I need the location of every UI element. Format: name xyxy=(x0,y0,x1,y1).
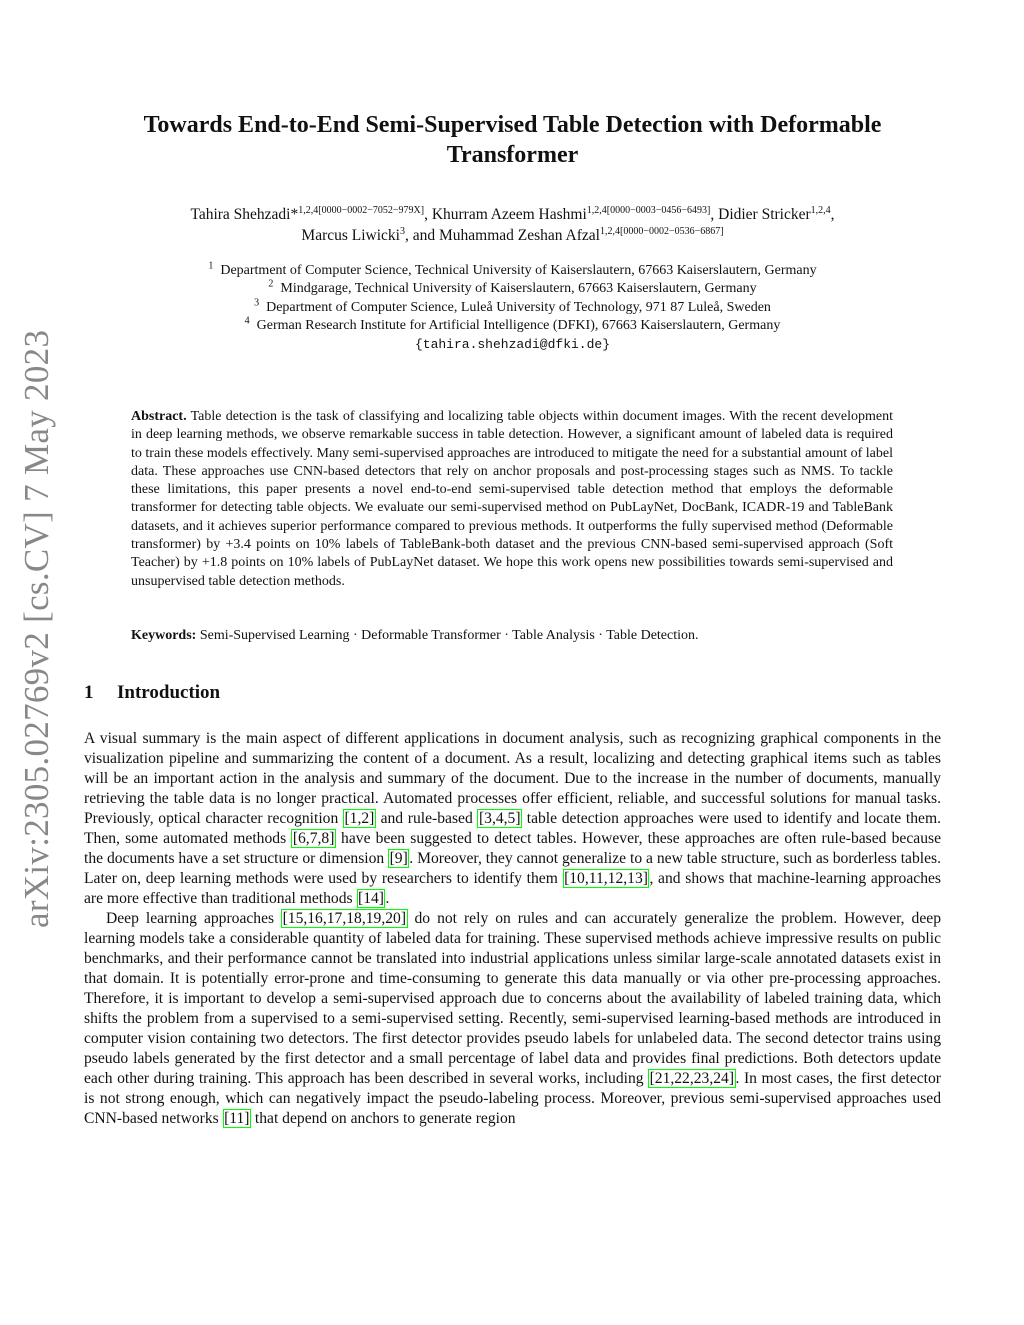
citation-link[interactable]: [15,16,17,18,19,20] xyxy=(282,910,407,927)
author xyxy=(301,227,405,244)
author-name: Muhammad Zeshan Afzal xyxy=(439,227,600,244)
author xyxy=(190,206,424,223)
author-list xyxy=(84,204,941,246)
citation-link[interactable]: [3,4,5] xyxy=(478,810,521,827)
citation-link[interactable]: [1,2] xyxy=(344,810,375,827)
affiliation-number: 1 xyxy=(208,260,214,272)
affiliation-text: German Research Institute for Artificial Intelligence (DFKI), 67663 Kaiserslautern, Germany xyxy=(256,318,781,334)
author-separator: , and xyxy=(404,227,439,244)
affiliation xyxy=(84,299,941,317)
paper-title: Towards End-to-End Semi-Supervised Table Detection with Deformable Transformer xyxy=(143,112,882,168)
author-separator: , xyxy=(710,206,719,223)
author-affiliation-marks: 1,2,4[0000−0003−0456−6493] xyxy=(586,204,711,216)
keywords-text: Semi-Supervised Learning · Deformable Transformer · Table Analysis · Table Detection. xyxy=(199,628,699,643)
affiliation-text: Mindgarage, Technical University of Kaiserslautern, 67663 Kaiserslautern, Germany xyxy=(280,281,757,297)
citation-link[interactable]: [9] xyxy=(389,850,408,867)
citation-link[interactable]: [21,22,23,24] xyxy=(649,1070,735,1087)
paragraph xyxy=(84,729,941,909)
affiliation xyxy=(84,262,941,280)
author-name: Tahira Shehzadi* xyxy=(190,206,299,223)
citation-link[interactable]: [6,7,8] xyxy=(292,830,335,847)
author-affiliation-marks: 3 xyxy=(399,225,405,237)
paragraph-text: . Moreover, they cannot generalize to a new table structure, such as borderless tables. Later on, deep learning methods were used by researchers to identify them xyxy=(84,850,941,887)
affiliation xyxy=(84,280,941,298)
section-body xyxy=(84,729,941,1129)
paragraph-text: and rule-based xyxy=(375,810,478,827)
author-name: Didier Stricker xyxy=(718,206,811,223)
author-affiliation-marks: 1,2,4[0000−0002−0536−6867] xyxy=(599,225,724,237)
keywords xyxy=(131,628,893,644)
abstract xyxy=(131,408,893,591)
abstract-label: Abstract. xyxy=(131,409,187,424)
author-name: Marcus Liwicki xyxy=(301,227,400,244)
citation-link[interactable]: [10,11,12,13] xyxy=(564,870,648,887)
paragraph-text: have been suggested to detect tables. However, these approaches are often rule-based because the documents have a set structure or dimension xyxy=(84,830,941,867)
author-affiliation-marks: 1,2,4 xyxy=(810,204,831,216)
affiliation xyxy=(84,317,941,335)
affiliation-number: 3 xyxy=(254,297,260,309)
author xyxy=(439,227,724,244)
affiliation-number: 2 xyxy=(268,278,274,290)
author-name: Khurram Azeem Hashmi xyxy=(431,206,587,223)
arxiv-stamp: arXiv:2305.02769v2 [cs.CV] 7 May 2023 xyxy=(17,329,56,928)
section-heading xyxy=(84,682,220,704)
author-affiliation-marks: 1,2,4[0000−0002−7052−979X] xyxy=(298,204,425,216)
paragraph-text: , and shows that machine-learning approaches are more effective than traditional methods xyxy=(84,870,941,907)
paragraph-text: A visual summary is the main aspect of different applications in document analysis, such as recognizing graphical components in the visualization pipeline and summarizing the content of a document. As a result, localizing and detecting graphical items such as tables will be an important action in the analysis and summary of the document. Due to the increase in the number of documents, manually retrieving the table data is no longer practical. Automated processes offer efficient, reliable, and successful solutions for manual tasks. Previously, optical character recognition xyxy=(84,730,941,827)
paragraph-text: that depend on anchors to generate region xyxy=(251,1110,516,1127)
author-separator: , xyxy=(424,206,432,223)
section-title: Introduction xyxy=(117,682,221,703)
citation-link[interactable]: [14] xyxy=(358,890,384,907)
abstract-text: Table detection is the task of classifying and localizing table objects within document images. With the recent development in deep learning methods, we observe remarkable success in table detection. However, a significant amount of labeled data is required to train these models effectively. Many semi-supervised approaches are introduced to mitigate the need for a substantial amount of label data. These approaches use CNN-based detectors that rely on anchor proposals and post-processing stages such as NMS. To tackle these limitations, this paper presents a novel end-to-end semi-supervised table detection method that employs the deformable transformer for detecting table objects. We evaluate our semi-supervised method on PubLayNet, DocBank, ICADR-19 and TableBank datasets, and it achieves superior performance compared to previous methods. It outperforms the fully supervised method (Deformable transformer) by +3.4 points on 10% labels of TableBank-both dataset and the previous CNN-based semi-supervised approach (Soft Teacher) by +1.8 points on 10% labels of PubLayNet dataset. We hope this work opens new possibilities towards semi-supervised and unsupervised table detection methods. xyxy=(131,409,893,589)
affiliations xyxy=(84,262,941,354)
paragraph-text: table detection approaches were used to identify and locate them. Then, some automated methods xyxy=(84,810,941,847)
paragraph-text: Deep learning approaches xyxy=(106,910,282,927)
paragraph xyxy=(84,909,941,1129)
paragraph-text: do not rely on rules and can accurately generalize the problem. However, deep learning models take a considerable quantity of labeled data for training. These supervised methods achieve impressive results on public benchmarks, and their performance cannot be translated into industrial applications unless similar large-scale annotated datasets exist in that domain. It is potentially error-prone and time-consuming to generate this data manually or via other pre-processing approaches. Therefore, it is important to develop a semi-supervised approach due to concerns about the availability of labeled training data, which shifts the problem from a supervised to a semi-supervised setting. Recently, semi-supervised learning-based methods are introduced in computer vision containing two detectors. The first detector provides pseudo labels for unlabeled data. The second detector trains using pseudo labels generated by the first detector and a small percentage of label data and provides final predictions. Both detectors update each other during training. This approach has been described in several works, including xyxy=(84,910,941,1087)
affiliation-text: Department of Computer Science, Technical University of Kaiserslautern, 67663 Kaiserslautern, Germany xyxy=(220,263,817,278)
affiliation-number: 4 xyxy=(244,315,250,327)
contact-email[interactable]: {tahira.shehzadi@dfki.de} xyxy=(414,336,611,352)
author xyxy=(718,206,831,223)
paragraph-text: . In most cases, the first detector is not strong enough, which can negatively impact the pseudo-labeling process. Moreover, previous semi-supervised approaches used CNN-based networks xyxy=(84,1070,941,1127)
paragraph-text: . xyxy=(385,890,390,907)
section-number: 1 xyxy=(84,682,94,703)
keywords-label: Keywords: xyxy=(131,628,197,643)
affiliation-text: Department of Computer Science, Luleå University of Technology, 971 87 Luleå, Sweden xyxy=(266,299,771,315)
citation-link[interactable]: [11] xyxy=(224,1110,250,1127)
author-separator: , xyxy=(830,206,835,223)
author xyxy=(432,206,711,223)
